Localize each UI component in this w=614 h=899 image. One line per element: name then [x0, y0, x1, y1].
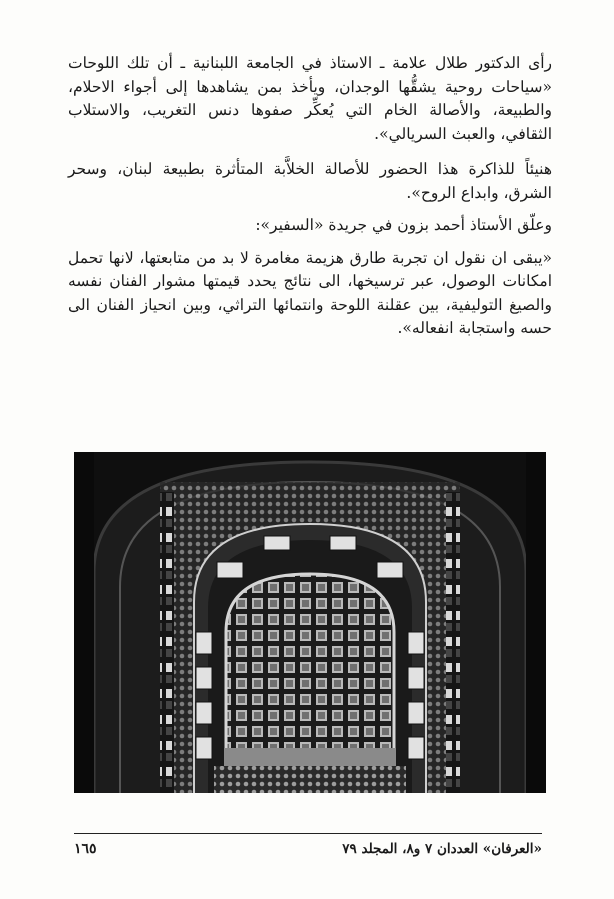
footer-divider: [74, 833, 542, 834]
footer-journal-citation: «العرفان» العددان ٧ و٨، المجلد ٧٩: [342, 841, 542, 857]
paragraph-congratulation: هنيئاً للذاكرة هذا الحضور للأصالة الخلاَّبة المتأثرة بطبيعة لبنان، وسحر الشرق، وابداع الروح».: [68, 160, 552, 202]
paragraph-assafir-quote: «يبقى ان نقول ان تجربة طارق هزيمة مغامرة لا بد من متابعتها، لانها تحمل امكانات الوصول، عبر ترسيخها، الى نتائج يحدد قيمتها مشوار الفنان نفسه والصيغ التوليفية، بين عقلنة اللوحة وانتمائها التراثي، وبين انحياز الفنان الى حسه واستجابة انفعاله».: [68, 248, 552, 337]
page-number: ١٦٥: [74, 841, 97, 857]
article-text: [68, 52, 552, 350]
paragraph-talal-allama-quote: رأى الدكتور طلال علامة ـ الاستاذ في الجامعة اللبنانية ـ أن تلك اللوحات «سياحات روحية يشقُّها الوجدان، ويأخذ بمن يشاهدها إلى أجواء الاحلام، والطبيعة، والأصالة الخام التي يُعكِّر صفوها دنس التغريب، والاستلاب الثقافي، والعبث السريالي».: [68, 54, 552, 143]
arched-window-photo: [74, 452, 546, 793]
paragraph-ahmad-bazzoun-intro: وعلّق الأستاذ أحمد بزون في جريدة «السفير»:: [255, 216, 552, 234]
